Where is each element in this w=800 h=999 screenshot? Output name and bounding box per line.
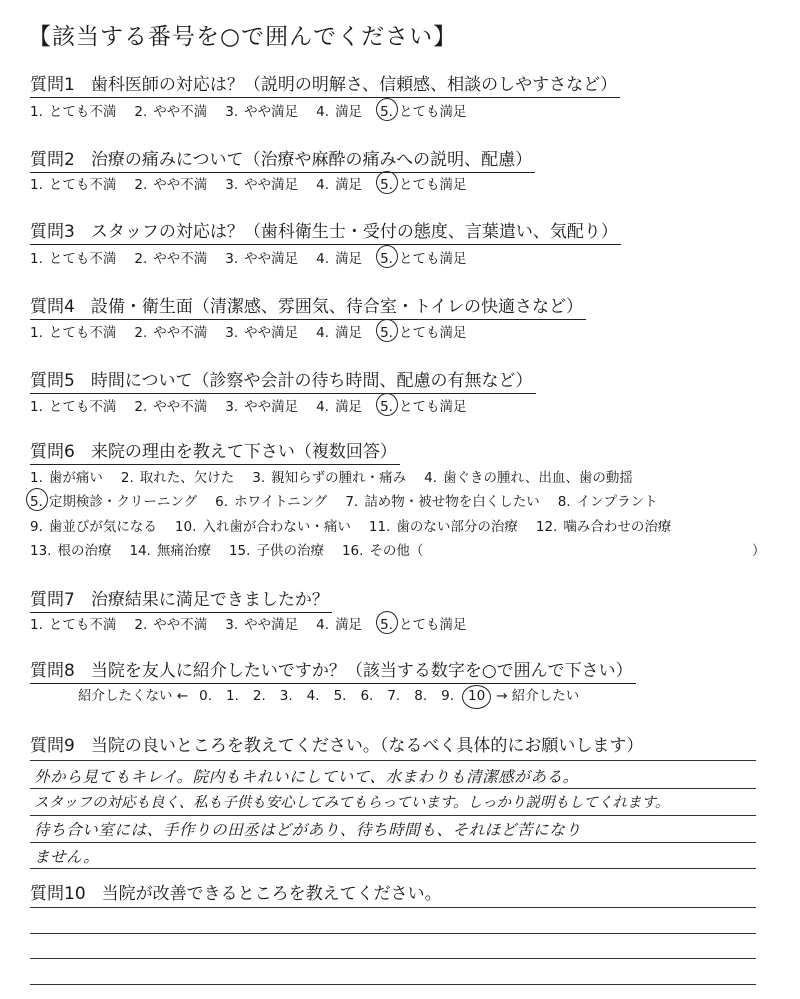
option-1[interactable]: 1. とても不満 bbox=[30, 251, 117, 267]
question-4: 質問4 設備・衛生面（清潔感、雰囲気、待合室・トイレの快適さなど） bbox=[30, 292, 586, 320]
scale-left-label: 紹介したくない ← bbox=[78, 688, 189, 704]
scale-value-3[interactable]: 3. bbox=[279, 688, 293, 704]
option-4[interactable]: 4. 満足 bbox=[316, 325, 363, 341]
option-3[interactable]: 3. やや満足 bbox=[225, 251, 299, 267]
question-9: 質問9 当院の良いところを教えてください。（なるべく具体的にお願いします） bbox=[30, 736, 644, 756]
option-5-selected[interactable]: 5. とても満足 bbox=[380, 100, 466, 120]
answer-options-q4 bbox=[30, 321, 484, 341]
reason-11[interactable]: 11. 歯のない部分の治療 bbox=[368, 519, 518, 535]
recommend-scale bbox=[74, 684, 583, 704]
scale-value-8[interactable]: 8. bbox=[414, 688, 428, 704]
scale-value-4[interactable]: 4. bbox=[306, 688, 320, 704]
answer-line bbox=[30, 788, 756, 789]
handwritten-answer-line-3[interactable]: 待ち合い室には、手作りの田丞はどがあり、待ち時間も、それほど苦になり bbox=[34, 821, 582, 839]
scale-value-5[interactable]: 5. bbox=[333, 688, 347, 704]
q6-row-1 bbox=[30, 466, 651, 486]
answer-line bbox=[30, 815, 756, 816]
option-3[interactable]: 3. やや満足 bbox=[225, 617, 299, 633]
reason-1[interactable]: 1. 歯が痛い bbox=[30, 470, 103, 486]
answer-line bbox=[30, 842, 756, 843]
option-2[interactable]: 2. やや不満 bbox=[134, 325, 208, 341]
option-4[interactable]: 4. 満足 bbox=[316, 104, 363, 120]
scale-right-label: → 紹介したい bbox=[496, 688, 580, 704]
question-3: 質問3 スタッフの対応は？（歯科衛生士・受付の態度、言葉遣い、気配り） bbox=[30, 217, 621, 245]
option-2[interactable]: 2. やや不満 bbox=[134, 399, 208, 415]
answer-line[interactable] bbox=[30, 984, 756, 985]
option-1[interactable]: 1. とても不満 bbox=[30, 399, 117, 415]
q6-row-2 bbox=[30, 490, 676, 510]
question-1 bbox=[30, 70, 620, 98]
reason-8[interactable]: 8. インプラント bbox=[557, 494, 658, 510]
answer-options-q3 bbox=[30, 247, 484, 267]
form-title: 【該当する番号を○で囲んでください】 bbox=[28, 24, 458, 50]
question-text: 歯科医師の対応は？（説明の明解さ、信頼感、相談のしやすさなど） bbox=[90, 75, 618, 95]
reason-10[interactable]: 10. 入れ歯が合わない・痛い bbox=[174, 519, 351, 535]
scale-value-6[interactable]: 6. bbox=[360, 688, 374, 704]
option-5-selected[interactable]: 5. とても満足 bbox=[380, 247, 466, 267]
reason-6[interactable]: 6. ホワイトニング bbox=[215, 494, 328, 510]
q6-row-4 bbox=[30, 539, 441, 559]
reason-15[interactable]: 15. 子供の治療 bbox=[228, 543, 324, 559]
option-1[interactable]: 1. とても不満 bbox=[30, 177, 117, 193]
option-5-selected[interactable]: 5. とても満足 bbox=[380, 321, 466, 341]
reason-3[interactable]: 3. 親知らずの腫れ・痛み bbox=[252, 470, 407, 486]
option-2[interactable]: 2. やや不満 bbox=[134, 251, 208, 267]
question-5: 質問5 時間について（診察や会計の待ち時間、配慮の有無など） bbox=[30, 366, 536, 394]
question-label: 質問1 bbox=[30, 75, 75, 95]
reason-16[interactable]: 16. その他（ bbox=[341, 543, 424, 559]
option-3[interactable]: 3. やや満足 bbox=[225, 104, 299, 120]
question-10: 質問10 当院が改善できるところを教えてください。 bbox=[30, 884, 442, 904]
question-7: 質問7 治療結果に満足できましたか？ bbox=[30, 585, 332, 613]
handwritten-answer-line-2[interactable]: スタッフの対応も良く、私も子供も安心してみてもらっています。しっかり説明もしてくれます。 bbox=[34, 795, 670, 811]
option-3[interactable]: 3. やや満足 bbox=[225, 325, 299, 341]
answer-options-q2 bbox=[30, 173, 484, 193]
option-4[interactable]: 4. 満足 bbox=[316, 251, 363, 267]
scale-value-10-selected[interactable]: 10 bbox=[468, 688, 486, 704]
q6-row-3 bbox=[30, 515, 689, 535]
scale-value-1[interactable]: 1. bbox=[226, 688, 239, 704]
option-4[interactable]: 4. 満足 bbox=[316, 399, 363, 415]
option-5-selected[interactable]: 5. とても満足 bbox=[380, 395, 466, 415]
answer-options-q1 bbox=[30, 100, 484, 120]
answer-options-q5 bbox=[30, 395, 484, 415]
option-1[interactable]: 1. とても不満 bbox=[30, 104, 117, 120]
handwritten-answer-line-4[interactable]: ません。 bbox=[34, 848, 100, 866]
reason-5-selected[interactable]: 5. 定期検診・クリーニング bbox=[30, 490, 197, 510]
reason-12[interactable]: 12. 噛み合わせの治療 bbox=[535, 519, 672, 535]
answer-line[interactable] bbox=[30, 907, 756, 908]
answer-line[interactable] bbox=[30, 933, 756, 934]
question-6: 質問6 来院の理由を教えて下さい（複数回答） bbox=[30, 437, 400, 465]
option-1[interactable]: 1. とても不満 bbox=[30, 617, 117, 633]
reason-7[interactable]: 7. 詰め物・被せ物を白くしたい bbox=[345, 494, 540, 510]
answer-line[interactable] bbox=[30, 958, 756, 959]
option-3[interactable]: 3. やや満足 bbox=[225, 399, 299, 415]
handwritten-answer-line-1[interactable]: 外から見てもキレイ。院内もキれいにしていて、水まわりも清潔感がある。 bbox=[34, 768, 579, 786]
option-2[interactable]: 2. やや不満 bbox=[134, 104, 208, 120]
question-2: 質問2 治療の痛みについて（治療や麻酔の痛みへの説明、配慮） bbox=[30, 145, 535, 173]
option-2[interactable]: 2. やや不満 bbox=[134, 617, 208, 633]
reason-13[interactable]: 13. 根の治療 bbox=[30, 543, 112, 559]
scale-value-2[interactable]: 2. bbox=[252, 688, 266, 704]
option-5-selected[interactable]: 5. とても満足 bbox=[380, 613, 466, 633]
option-2[interactable]: 2. やや不満 bbox=[134, 177, 208, 193]
option-1[interactable]: 1. とても不満 bbox=[30, 325, 117, 341]
scale-value-9[interactable]: 9. bbox=[441, 688, 455, 704]
reason-2[interactable]: 2. 取れた、欠けた bbox=[120, 470, 235, 486]
option-4[interactable]: 4. 満足 bbox=[316, 617, 363, 633]
question-8: 質問8 当院を友人に紹介したいですか？（該当する数字を○で囲んで下さい） bbox=[30, 656, 636, 684]
answer-line bbox=[30, 760, 756, 761]
reason-4[interactable]: 4. 歯ぐきの腫れ、出血、歯の動揺 bbox=[424, 470, 633, 486]
q6-other-close-paren: ） bbox=[752, 543, 766, 559]
option-4[interactable]: 4. 満足 bbox=[316, 177, 363, 193]
scale-value-7[interactable]: 7. bbox=[387, 688, 401, 704]
option-5-selected[interactable]: 5. とても満足 bbox=[380, 173, 466, 193]
reason-9[interactable]: 9. 歯並びが気になる bbox=[30, 519, 157, 535]
scale-value-0[interactable]: 0. bbox=[199, 688, 212, 704]
answer-options-q7 bbox=[30, 613, 484, 633]
reason-14[interactable]: 14. 無痛治療 bbox=[129, 543, 211, 559]
option-3[interactable]: 3. やや満足 bbox=[225, 177, 299, 193]
answer-line bbox=[30, 868, 756, 869]
